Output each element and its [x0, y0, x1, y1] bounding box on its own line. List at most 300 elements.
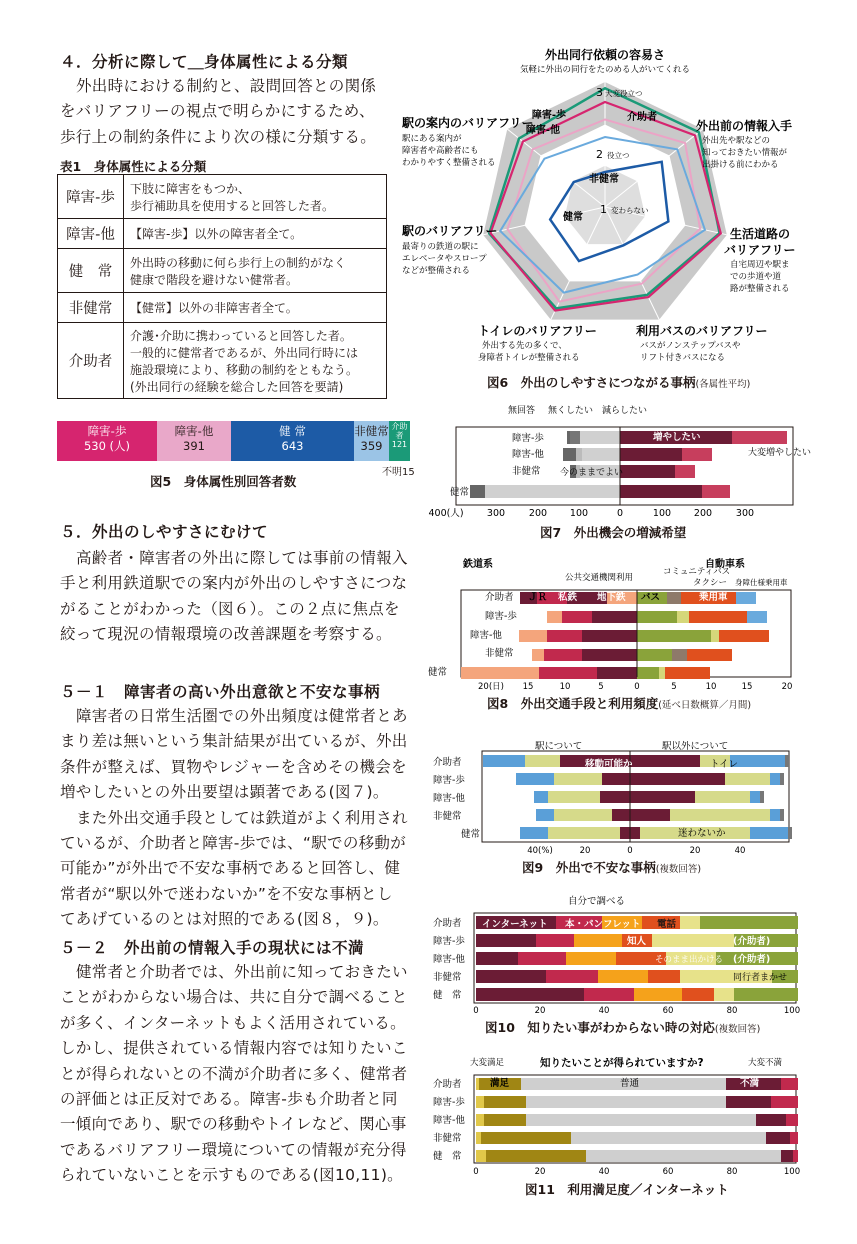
fig8-bar [687, 649, 732, 661]
axis-sub: 最寄りの鉄道の駅に [402, 242, 479, 252]
tick: 10 [559, 682, 571, 692]
axis-title: 利用バスのバリアフリー [636, 324, 768, 338]
fig10-bar [634, 988, 682, 1001]
fig11-bar [790, 1132, 798, 1144]
fig7-bar [485, 485, 620, 498]
text-line: 一傾向であり、駅での移動やトイレなど、関心事 [60, 1115, 407, 1134]
fig7-bar [576, 448, 582, 461]
tick: 20 [781, 682, 793, 692]
fig7-bar [570, 431, 580, 444]
axis-sub: わかりやすく整備される [402, 158, 496, 168]
fig5-segment: 障害‐歩 530 (人) [57, 421, 157, 461]
fig9-bar [780, 809, 784, 821]
group-label: 非健常 [433, 811, 462, 822]
fig8-bar [637, 630, 711, 642]
axis-sub: 気軽に外出の同行をたのめる人がいてくれる [519, 65, 691, 75]
fig11-chart [430, 1050, 805, 1180]
fig8-bar [659, 667, 665, 679]
label-increase: 増やしたい [653, 432, 701, 443]
station-label: 駅について [535, 741, 583, 752]
legend: 非健常 [589, 174, 619, 185]
fig8-bar [539, 667, 597, 679]
group-label: 障害‐他 [433, 1115, 465, 1126]
fig11-bar [484, 1114, 526, 1126]
cat-label: 電話 [657, 919, 677, 930]
group-label: 障害‐歩 [433, 775, 465, 786]
group-label: 健 常 [433, 990, 462, 1001]
section-5-2-body [60, 960, 412, 1189]
fig7-bar [582, 448, 620, 461]
fig9-bar [670, 809, 770, 821]
group-label: 介助者 [485, 592, 514, 603]
tick: 0 [616, 508, 624, 519]
fig11-bar [526, 1114, 756, 1126]
tick: 200 [693, 508, 713, 519]
mode-label: ＪＲ [528, 592, 548, 603]
fig9-bar [730, 755, 785, 767]
tick: 0 [627, 846, 633, 856]
tick: 5 [598, 682, 604, 692]
text-line: 歩行上の制約条件により次の様に分類する。 [60, 127, 377, 146]
fig8-bar [562, 611, 592, 623]
axis-title: 駅のバリアフリー [402, 224, 498, 238]
group-label: 障害‐他 [470, 630, 502, 641]
text-line: 常者が“駅以外で迷わないか”を不安な事柄とし [60, 884, 393, 903]
fig10-bar [648, 970, 680, 983]
tick: 5 [671, 682, 677, 692]
fig7-bar [620, 465, 675, 478]
tick: 60 [662, 1167, 674, 1177]
label-less: 減らしたい [602, 406, 648, 416]
axis-sub: 身障者トイレが整備される [478, 353, 580, 363]
scale-3-label: 大変役立つ [605, 89, 643, 98]
fig8-chart [425, 552, 810, 692]
text-line: 可能か”が外出で不安な事柄であると回答し、健 [60, 859, 401, 878]
fig9-bar [520, 827, 548, 839]
fig8-bar [677, 611, 689, 623]
fig10-chart [430, 893, 805, 1018]
fig9-bar [483, 755, 525, 767]
axis-sub: 外出先や駅などの [702, 136, 771, 146]
text-line: 手と利用鉄道駅での案内が外出のしやすさにつな [60, 574, 408, 593]
group-label: 障害‐他 [433, 954, 465, 965]
fig8-bar [747, 611, 767, 623]
fig11-bar [786, 1114, 798, 1126]
axis-sub: 駅にある案内が [402, 134, 462, 144]
tick: 40 [598, 1006, 610, 1016]
fig11-bar [476, 1078, 479, 1090]
table1 [57, 174, 387, 399]
fig8-bar [637, 649, 672, 661]
axis-sub: バスがノンステップバスや [640, 341, 741, 351]
helper-label: (介助者) [733, 936, 771, 947]
tick: 100 [569, 508, 589, 519]
fig10-bar [566, 952, 616, 965]
fig8-bar [689, 611, 747, 623]
very-sat-label: 大変満足 [470, 1058, 505, 1068]
fig9-bar [548, 827, 620, 839]
tick: 100 [783, 1006, 801, 1016]
tick: 40(%) [527, 846, 553, 856]
fig10-bar [476, 988, 584, 1001]
group-label: 障害‐歩 [433, 1097, 465, 1108]
tick: 0 [473, 1006, 479, 1016]
tick: 80 [726, 1167, 738, 1177]
tick: 10 [705, 682, 717, 692]
fig9-bar [516, 773, 554, 785]
fig9-bar [536, 809, 554, 821]
public-label: 公共交通機関利用 [565, 573, 634, 583]
fig11-bar [476, 1096, 484, 1108]
fig5-caption: 図5 身体属性別回答者数 [150, 474, 297, 489]
fig9-bar [785, 755, 789, 767]
group-label: 非健常 [433, 972, 462, 983]
table-cell: 外出時の移動に何ら歩行上の制約がなく 健康で階段を避けない健常者。 [124, 249, 387, 293]
unsat-label: 不満 [740, 1078, 760, 1089]
axis-title: 外出同行依頼の容易さ [544, 48, 666, 62]
fig8-bar [532, 649, 544, 661]
fig11-bar [766, 1132, 790, 1144]
fig7-bar [620, 485, 702, 498]
group-label: 障害‐他 [512, 449, 544, 460]
fig7-bar [682, 448, 712, 461]
fig10-bar [574, 934, 622, 947]
fig9-bar [534, 791, 548, 803]
text-line: であるバリアフリー環境についての情報が充分得 [60, 1140, 407, 1159]
fig7-bar [470, 485, 485, 498]
text-line: 高齢者・障害者の外出に際しては事前の情報入 [76, 549, 408, 567]
fig6-caption: 図6 外出のしやすさにつながる事柄(各属性平均) [487, 375, 751, 390]
fig9-bar [770, 809, 780, 821]
rail-label: 鉄道系 [463, 559, 493, 570]
fig5-segment: 非健常 359 [354, 421, 389, 461]
fig10-bar [598, 970, 648, 983]
table-cell: 【健常】以外の非障害者全て。 [124, 293, 387, 323]
legend: 介助者 [627, 112, 657, 123]
fig10-bar [518, 952, 566, 965]
fig11-bar [476, 1150, 486, 1162]
fig8-bar [544, 649, 582, 661]
text-line: がることがわかった（図６）。この２点に焦点を [60, 599, 400, 618]
tick: 20 [689, 846, 701, 856]
table-cell: 下肢に障害をもつか、 歩行補助具を使用すると回答した者。 [124, 175, 387, 219]
text-line: ているが、介助者と障害‐歩では、“駅での移動が [60, 834, 407, 853]
mode-label: バス [641, 592, 661, 603]
table-head: 障害‐歩 [58, 175, 124, 219]
fig10-bar [700, 916, 798, 929]
tick: 20 [579, 846, 591, 856]
fig5-segment: 介助者 121 [389, 421, 410, 461]
fig11-bar [781, 1078, 798, 1090]
fig9-bar [788, 827, 792, 839]
axis-sub: 外出する先の多くで、 [482, 341, 567, 351]
fig8-caption: 図8 外出交通手段と利用頻度(延べ日数概算／月間) [487, 696, 752, 711]
fig11-bar [781, 1150, 793, 1162]
fig5-unknown: 不明15 [382, 467, 415, 478]
fig9-bar [612, 809, 630, 821]
text-line: ことがわからない場合は、共に自分で調べること [60, 988, 408, 1007]
fig8-bar [597, 667, 637, 679]
fig5-segment: 健 常 643 [231, 421, 354, 461]
tick: 40 [598, 1167, 610, 1177]
tick: 400(人) [428, 508, 464, 519]
fig7-bar [620, 448, 682, 461]
tick: 80 [726, 1006, 738, 1016]
axis-sub: リフト付きバスになる [640, 353, 726, 363]
group-label: 障害‐歩 [485, 611, 517, 622]
fig10-bar [476, 934, 536, 947]
axis-sub: での歩道や道 [730, 272, 782, 282]
lost-label: 迷わないか [678, 828, 726, 839]
tick: 100 [783, 1167, 801, 1177]
fig7-caption: 図7 外出機会の増減希望 [540, 525, 687, 540]
fig9-bar [554, 773, 602, 785]
tick: 0 [634, 682, 640, 692]
scale-1-label: 変わらない [611, 206, 649, 215]
tick: 300 [735, 508, 755, 519]
text-line: られていないことを示すものである(図10,11)。 [60, 1166, 403, 1185]
legend: 障害‐他 [525, 125, 560, 136]
text-line: の評価とは正反対である。障害‐歩も介助者と同 [60, 1090, 398, 1109]
fig9-caption: 図9 外出で不安な事柄(複数回答) [522, 860, 702, 875]
group-label: 介助者 [433, 757, 462, 768]
question: 知りたいことが得られていますか? [540, 1057, 704, 1069]
scale-3: 3 [596, 86, 603, 99]
group-label: 非健常 [485, 648, 514, 659]
axis-title: バリアフリー [724, 243, 796, 257]
taxi-label: タクシー [693, 578, 728, 588]
tick: 40 [734, 846, 746, 856]
fig9-bar [525, 755, 560, 767]
group-label: 介助者 [433, 918, 462, 929]
asis-label: そのまま出かける [655, 955, 724, 965]
fig7-bar [580, 431, 620, 444]
table-cell: 介護･介助に携わっていると回答した者。 一般的に健常者であるが、外出同行時には 施設環境により、移動の制約をともなう。 (外出同行の経験を総合した回答を要請) [124, 323, 387, 399]
axis-title: 駅の案内のバリアフリー [402, 116, 534, 130]
fig11-bar [476, 1114, 484, 1126]
fig9-bar [695, 791, 750, 803]
tick: 100 [652, 508, 672, 519]
group-label: 健 常 [433, 1151, 462, 1162]
fig5-segment: 障害‐他 391 [157, 421, 231, 461]
other-label: 駅以外について [662, 741, 729, 752]
group-label: 非健常 [433, 1133, 462, 1144]
table1-caption: 表1 身体属性による分類 [60, 159, 207, 174]
group-label: 健常 [450, 487, 470, 498]
axis-sub: 知っておきたい情報が [702, 148, 788, 158]
fig11-bar [571, 1132, 766, 1144]
fig11-bar [726, 1096, 771, 1108]
section-5-1-body [60, 704, 412, 933]
fig10-bar [652, 934, 734, 947]
company-label: 同行者まかせ [733, 973, 788, 983]
group-label: 健常 [428, 667, 448, 678]
group-label: 障害‐歩 [433, 936, 465, 947]
fig9-bar [548, 791, 600, 803]
fig8-bar [672, 649, 687, 661]
tick: 200 [528, 508, 548, 519]
fig9-bar [630, 791, 695, 803]
fig9-bar [630, 827, 640, 839]
fig9-bar [554, 809, 612, 821]
fig8-bar [592, 611, 637, 623]
group-label: 障害‐歩 [512, 433, 544, 444]
fig9-bar [602, 773, 630, 785]
fig10-bar [734, 988, 798, 1001]
fig9-bar [780, 773, 784, 785]
fig8-bar [637, 611, 677, 623]
fig7-bar [567, 431, 570, 444]
table-head: 健 常 [58, 249, 124, 293]
fig11-bar [486, 1150, 586, 1162]
car-label: 自動車系 [705, 559, 745, 570]
fig7-chart [430, 400, 815, 522]
table-head: 障害‐他 [58, 219, 124, 249]
tick: 0 [473, 1167, 479, 1177]
group-label: 非健常 [512, 466, 541, 477]
fig8-bar [667, 592, 681, 604]
text-line: まり差は無いという集計結果が出ているが、外出 [60, 732, 408, 751]
text-line: をバリアフリーの視点で明らかにするため、 [60, 102, 375, 121]
fig10-bar [476, 970, 546, 983]
axis-sub: エレベータやスロープ [402, 254, 487, 264]
text-line: また外出交通手段としては鉄道がよく利用され [76, 808, 408, 827]
fig9-bar [630, 773, 725, 785]
fig11-bar [793, 1150, 798, 1162]
fig8-bar [719, 630, 769, 642]
text-line: 健常者と介助者では、外出前に知っておきたい [76, 963, 408, 981]
acq-label: 知人 [627, 936, 647, 947]
axis-sub: 路が整備される [730, 284, 790, 294]
text-line: 絞って現況の情報環境の改善課題を考察する。 [60, 625, 392, 644]
text-line: 障害者の日常生活圏での外出頻度は健常者とあ [76, 707, 408, 725]
fig7-bar [563, 448, 576, 461]
fig9-bar [725, 773, 770, 785]
text-line: 条件が整えば、買物やレジャーを含めその機会を [60, 757, 407, 776]
axis-sub: 障害者や高齢者にも [402, 146, 479, 156]
fig9-bar [770, 773, 780, 785]
scale-2: 2 [596, 148, 603, 161]
section-5-body [60, 546, 412, 648]
fig8-bar [637, 667, 659, 679]
section-5-1-title: ５－１ 障害者の高い外出意欲と不安な事柄 [60, 683, 381, 701]
fig9-bar [620, 827, 630, 839]
fig7-bar [675, 465, 695, 478]
label-much: 大変増やしたい [748, 448, 812, 458]
community-label: コミュニティバス [663, 567, 731, 577]
normal-label: 普通 [620, 1078, 640, 1089]
table-head: 介助者 [58, 323, 124, 399]
fig11-bar [586, 1150, 781, 1162]
fig8-bar [547, 611, 562, 623]
fig11-bar [771, 1096, 798, 1108]
fig8-bar [519, 630, 547, 642]
tick: 15 [741, 682, 753, 692]
very-unsat-label: 大変不満 [748, 1058, 783, 1068]
fig9-bar [750, 791, 760, 803]
legend: 障害‐歩 [531, 110, 566, 121]
sat-label: 満足 [490, 1078, 510, 1089]
tick: 20(日) [478, 682, 504, 692]
text-line: しかし、提供されている情報内容では知りたいこ [60, 1039, 408, 1058]
axis-title: 生活道路の [730, 227, 791, 241]
fig8-bar [736, 592, 756, 604]
section-5-title: ５．外出のしやすさにむけて [60, 523, 269, 541]
group-label: 障害‐他 [433, 793, 465, 804]
move-label: 移動可能か [585, 759, 633, 770]
section-4-body [60, 74, 405, 150]
tick: 60 [662, 1006, 674, 1016]
text-line: てあげているのとは対照的である(図８，９)。 [60, 910, 389, 929]
fig8-bar [461, 667, 539, 679]
fig11-bar [476, 1132, 481, 1144]
section-5-2-title: ５－２ 外出前の情報入手の現状には不満 [60, 939, 365, 957]
text-line: 増やしたいとの外出要望は顕著である(図７)。 [60, 783, 389, 802]
fig10-caption: 図10 知りたい事がわからない時の対応(複数回答) [485, 1020, 761, 1035]
group-label: 介助者 [433, 1079, 462, 1090]
axis-sub: 自宅周辺や駅ま [730, 260, 790, 270]
fig11-bar [526, 1096, 726, 1108]
toilet-label: トイレ [710, 759, 739, 770]
fig9-bar [600, 791, 630, 803]
table-head: 非健常 [58, 293, 124, 323]
fig9-bar [760, 791, 764, 803]
fig10-bar [682, 988, 714, 1001]
tick: 20 [534, 1167, 546, 1177]
fig11-bar [481, 1132, 571, 1144]
fig10-bar [680, 916, 700, 929]
helper-label: (介助者) [733, 954, 771, 965]
legend: 健常 [563, 212, 583, 223]
self-label: 自分で調べる [568, 896, 626, 907]
text-line: が多く、インターネットもよく活用されている。 [60, 1013, 406, 1032]
fig9-chart [430, 737, 805, 857]
label-no-answer: 無回答 [508, 406, 536, 416]
group-label: 健常 [460, 829, 480, 840]
fig10-bar [584, 988, 634, 1001]
axis-title: トイレのバリアフリー [478, 324, 597, 338]
text-line: 外出時における制約と、設問回答との関係 [76, 77, 377, 95]
fig9-bar [750, 827, 788, 839]
tick: 15 [522, 682, 534, 692]
scale-1: 1 [600, 203, 607, 216]
fig9-bar [630, 755, 700, 767]
mode-label: 私鉄 [558, 592, 578, 603]
label-same: 今のままでよい [560, 468, 624, 478]
table-cell: 【障害‐歩】以外の障害者全て。 [124, 219, 387, 249]
fig10-bar [714, 988, 734, 1001]
text-line: とが得られないとの不満が介助者に多く、健常者 [60, 1064, 408, 1083]
mode-label: 地下鉄 [597, 592, 626, 603]
scale-2-label: 役立つ [607, 151, 630, 160]
cat-label: 本・パンフレット [565, 919, 641, 930]
fig10-bar [476, 952, 518, 965]
fig8-bar [582, 630, 637, 642]
fig10-bar [546, 970, 598, 983]
fig5-bar [57, 421, 410, 461]
section-4-title: ４．分析に際して＿身体属性による分類 [60, 53, 349, 71]
mode-label: 乗用車 [699, 592, 728, 603]
fig10-bar [536, 934, 574, 947]
fig11-caption: 図11 利用満足度／インターネット [525, 1182, 729, 1197]
axis-sub: などが整備される [402, 266, 471, 276]
cat-label: インターネット [482, 919, 548, 930]
tick: 20 [534, 1006, 546, 1016]
fig8-bar [665, 667, 710, 679]
fig11-bar [484, 1096, 526, 1108]
axis-title: 外出前の情報入手 [696, 119, 793, 133]
fig7-bar [702, 485, 730, 498]
